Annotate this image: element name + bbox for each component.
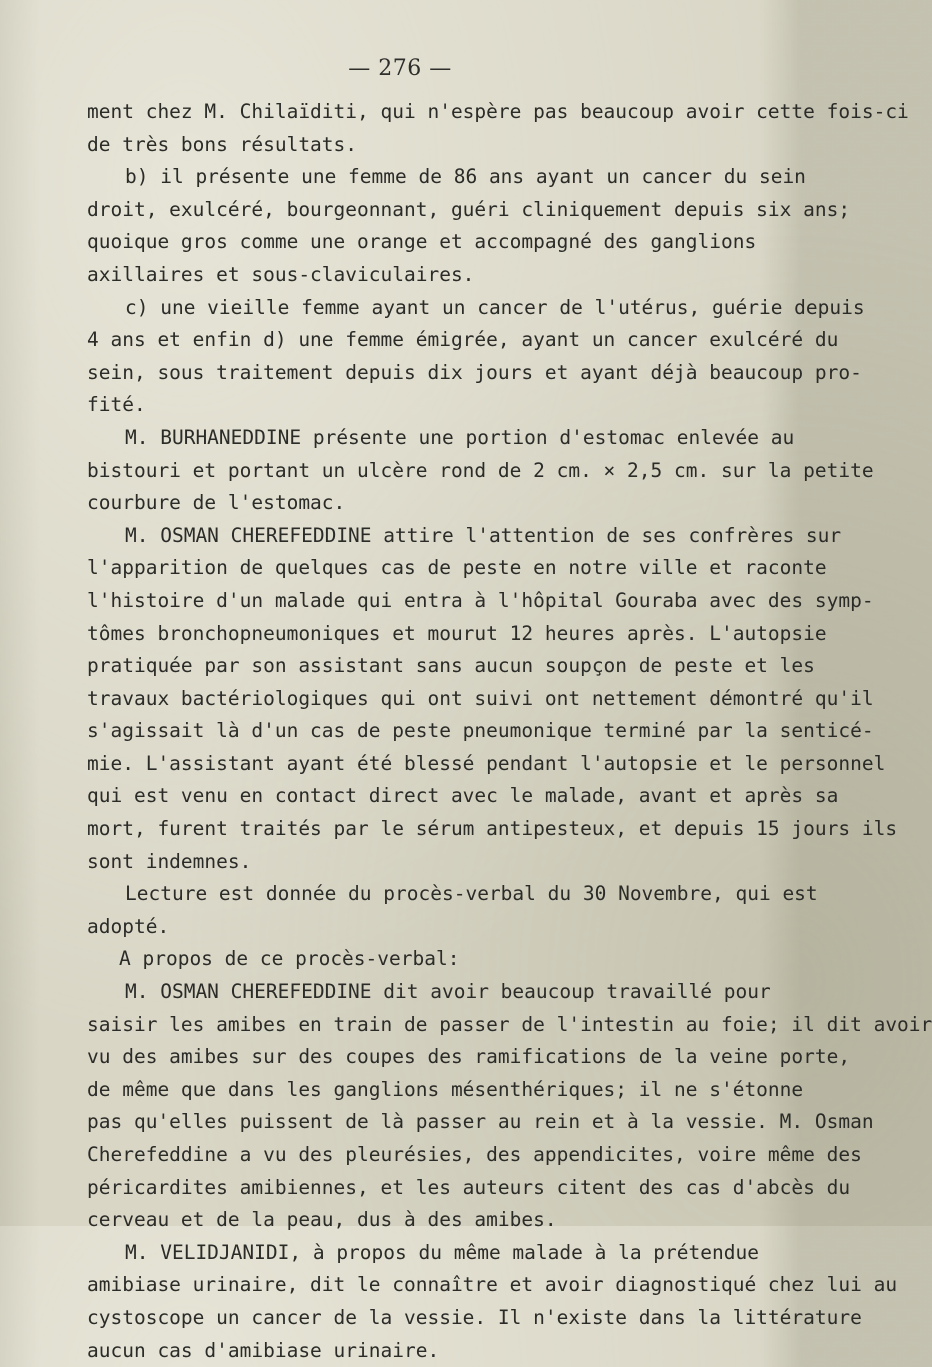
text-line: pas qu'elles puissent de là passer au rein et à la vessie. M. Osman	[87, 1110, 874, 1134]
text-line: qui est venu en contact direct avec le malade, avant et après sa	[87, 784, 839, 808]
text-line: sont indemnes.	[87, 849, 252, 873]
text-line: amibiase urinaire, dit le connaître et avoir diagnostiqué chez lui au	[87, 1273, 898, 1297]
text-line: l'apparition de quelques cas de peste en notre ville et raconte	[87, 556, 827, 580]
text-line: ment chez M. Chilaïditi, qui n'espère pas beaucoup avoir cette fois-ci	[87, 100, 909, 123]
text-line: s'agissait là d'un cas de peste pneumonique terminé par la senticé-	[87, 719, 874, 743]
text-line: M. OSMAN CHEREFEDDINE attire l'attention de ses confrères sur	[125, 523, 842, 547]
page-number: — 276 —	[348, 56, 452, 81]
text-line: A propos de ce procès-verbal:	[119, 947, 460, 971]
text-line: fité.	[87, 393, 146, 417]
text-line: adopté.	[87, 914, 170, 938]
text-line: cystoscope un cancer de la vessie. Il n'existe dans la littérature	[87, 1305, 862, 1329]
body-text	[87, 96, 932, 1367]
text-line: courbure de l'estomac.	[87, 491, 346, 515]
text-line: sein, sous traitement depuis dix jours et ayant déjà beaucoup pro-	[87, 360, 862, 384]
text-line: 4 ans et enfin d) une femme émigrée, ayant un cancer exulcéré du	[87, 328, 839, 352]
text-line: mie. L'assistant ayant été blessé pendant l'autopsie et le personnel	[87, 751, 886, 775]
text-line: pratiquée par son assistant sans aucun soupçon de peste et les	[87, 654, 815, 678]
text-line: aucun cas d'amibiase urinaire.	[87, 1338, 440, 1362]
text-line: M. OSMAN CHEREFEDDINE dit avoir beaucoup travaillé pour	[125, 980, 771, 1004]
text-line: de très bons résultats.	[87, 132, 358, 156]
text-line: tômes bronchopneumoniques et mourut 12 heures après. L'autopsie	[87, 621, 827, 645]
text-line: Cherefeddine a vu des pleurésies, des appendicites, voire même des	[87, 1143, 862, 1166]
text-line: saisir les amibes en train de passer de l'intestin au foie; il dit avoir	[87, 1012, 932, 1036]
text-line: b) il présente une femme de 86 ans ayant un cancer du sein	[125, 165, 806, 189]
text-line: droit, exulcéré, bourgeonnant, guéri cliniquement depuis six ans;	[87, 197, 851, 221]
text-line: l'histoire d'un malade qui entra à l'hôpital Gouraba avec des symp-	[87, 588, 874, 612]
text-line: Lecture est donnée du procès-verbal du 30 Novembre, qui est	[125, 882, 818, 906]
text-line: mort, furent traités par le sérum antipesteux, et depuis 15 jours ils	[87, 817, 898, 841]
text-line: bistouri et portant un ulcère rond de 2 cm. × 2,5 cm. sur la petite	[87, 458, 874, 482]
text-line: axillaires et sous-claviculaires.	[87, 262, 475, 286]
text-line: travaux bactériologiques qui ont suivi ont nettement démontré qu'il	[87, 686, 874, 710]
text-line: quoique gros comme une orange et accompagné des ganglions	[87, 230, 757, 254]
text-line: de même que dans les ganglions mésenthériques; il ne s'étonne	[87, 1077, 804, 1101]
text-line: vu des amibes sur des coupes des ramifications de la veine porte,	[87, 1045, 851, 1069]
text-line: cerveau et de la peau, dus à des amibes.	[87, 1208, 557, 1232]
text-line: M. VELIDJANIDI, à propos du même malade à la prétendue	[125, 1240, 759, 1264]
text-line: péricardites amibiennes, et les auteurs citent des cas d'abcès du	[87, 1175, 851, 1199]
text-line: M. BURHANEDDINE présente une portion d'estomac enlevée au	[125, 425, 795, 449]
text-line: c) une vieille femme ayant un cancer de l'utérus, guérie depuis	[125, 295, 865, 319]
